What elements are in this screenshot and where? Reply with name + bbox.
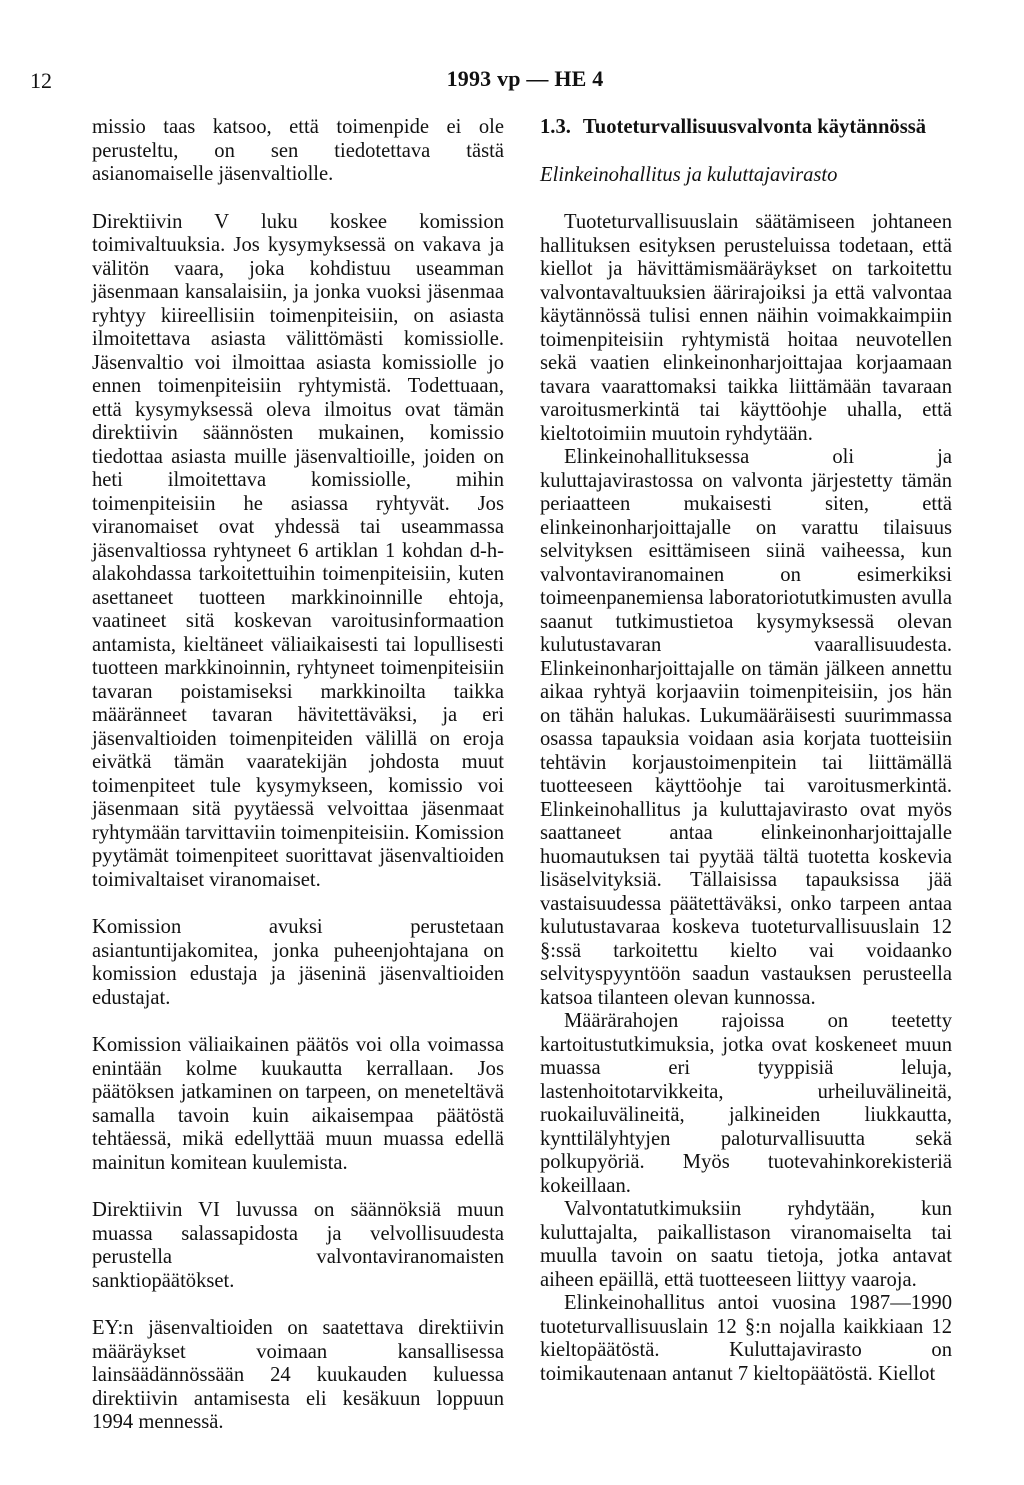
- section-title: Tuoteturvallisuusvalvonta käytännössä: [582, 116, 927, 138]
- paragraph: Komission avuksi perustetaan asiantuntijakomitea, jonka puheenjohtajana on komission edustaja ja jäseninä jäsenvaltioiden edustajat.: [92, 916, 504, 1009]
- paragraph: missio taas katsoo, että toimenpide ei ole perusteltu, on sen tiedotettava tästä asianomaiselle jäsenvaltiolle.: [92, 116, 504, 185]
- paragraph: Valvontatutkimuksiin ryhdytään, kun kuluttajalta, paikallistason viranomaiselta tai muulla tavoin on saatu tietoja, jotka antavat aiheen epäillä, että tuotteeseen liittyy vaaroja.: [540, 1198, 952, 1291]
- paragraph: Määrärahojen rajoissa on teetetty kartoitustutkimuksia, jotka ovat koskeneet muun muassa eri tyyppisiä leluja, lastenhoitotarvikkeita, urheiluvälineitä, ruokailuvälineitä, jalkineiden liukkautta, kynttilälyhtyjen paloturvallisuutta sekä polkupyöriä. Myös tuotevahinkorekisteriä kokeillaan.: [540, 1010, 952, 1197]
- paragraph: Elinkeinohallitus antoi vuosina 1987—1990 tuoteturvallisuuslain 12 §:n nojalla kaikkiaan 12 kieltopäätöstä. Kuluttajavirasto on toimikautenaan antanut 7 kieltopäätöstä. Kiellot: [540, 1292, 952, 1385]
- section-number: 1.3.: [540, 116, 571, 138]
- paragraph: Direktiivin VI luvussa on säännöksiä muun muassa salassapidosta ja velvollisuudesta perustella valvontaviranomaisten sanktiopäätökset.: [92, 1199, 504, 1292]
- paragraph: Elinkeinohallituksessa oli ja kuluttajavirastossa on valvonta järjestetty tämän periaatteen mukaisesti siten, että elinkeinonharjoittajalle on varattu tilaisuus selvityksen esittämiseen siinä vaiheessa, kun valvontaviranomainen on esimerkiksi toimeenpanemiensa laboratoriotutkimusten avulla saanut tutkimustietoa kysymyksessä olevan kulutustavaran vaarallisuudesta. Elinkeinonharjoittajalle on tämän jälkeen annettu aikaa ryhtyä korjaaviin toimenpiteisiin, jos hän on tähän halukas. Lukumääräisesti suurimmassa osassa tapauksia voidaan asia korjata tuotteisiin tehtävin korjaustoimenpitein tai liittämällä tuotteeseen käyttöohje tai varoitusmerkintä. Elinkeinohallitus ja kuluttajavirasto ovat myös saattaneet antaa elinkeinonharjoittajalle huomautuksen tai pyytää tältä tuotetta koskevia lisäselvityksiä. Tällaisissa tapauksissa jää vastaisuudessa päätettäväksi, onko tarpeen antaa kulutustavaraa koskeva tuoteturvallisuuslain 12 §:ssä tarkoitettu kielto vai voidaanko selvityspyyntöön saadun vastauksen perusteella katsoa tilanteen olevan kunnossa.: [540, 446, 952, 1009]
- left-column: [92, 116, 504, 1435]
- paragraph: EY:n jäsenvaltioiden on saatettava direktiivin määräykset voimaan kansallisessa lainsäädännössään 24 kuukauden kuluessa direktiivin antamisesta eli kesäkuun loppuun 1994 mennessä.: [92, 1317, 504, 1433]
- paragraph: Tuoteturvallisuuslain säätämiseen johtaneen hallituksen esityksen perusteluissa todetaan, että kiellot ja hävittämismääräykset on tarkoitettu valvontavaltuuksien äärirajoiksi ja että valvontaa käytännössä tulisi ennen näihin voimakkaimpiin toimenpiteisiin ryhtymistä hoitaa neuvotellen sekä vaatien elinkeinonharjoittajaa korjaamaan tavara vaarattomaksi taikka liittämään tavaraan varoitusmerkintä tai käyttöohje uhalla, että kieltotoimiin muutoin ryhdytään.: [540, 211, 952, 445]
- paragraph: Komission väliaikainen päätös voi olla voimassa enintään kolme kuukautta kerrallaan. Jos päätöksen jatkaminen on tarpeen, on meneteltävä samalla tavoin kuin aikaisempaa päätöstä tehtäessä, mikä edellyttää muun muassa edellä mainitun komitean kuulemista.: [92, 1034, 504, 1174]
- running-head: 1993 vp — HE 4: [446, 66, 604, 91]
- section-heading: [540, 116, 952, 140]
- page-number: 12: [30, 68, 52, 93]
- subheading: Elinkeinohallitus ja kuluttajavirasto: [540, 163, 838, 186]
- paragraph: Direktiivin V luku koskee komission toimivaltuuksia. Jos kysymyksessä on vakava ja välitön vaara, joka kohdistuu useamman jäsenmaan kansalaisiin, ja jonka vuoksi jäsenmaa ryhtyy kiireellisiin toimenpiteisiin, on asiasta ilmoitettava asiasta välittömästi komissiolle. Jäsenvaltio voi ilmoittaa asiasta komissiolle jo ennen toimenpiteisiin ryhtymistä. Todettuaan, että kysymyksessä oleva ilmoitus ovat tämän direktiivin säännösten mukainen, komissio tiedottaa asiasta muille jäsenvaltioille, joiden on heti ilmoitettava komissiolle, mihin toimenpiteisiin he asiassa ryhtyvät. Jos viranomaiset ovat yhdessä tai useammassa jäsenvaltiossa ryhtyneet 6 artiklan 1 kohdan d-h-alakohdassa tarkoitettuihin toimenpiteisiin, kuten asettaneet tuotteen markkinoinnille ehtoja, vaatineet sitä koskevan varoitusinformaation antamista, kieltäneet väliaikaisesti tai lopullisesti tuotteen markkinoinnin, ryhtyneet toimenpiteisiin tavaran poistamiseksi markkinoilta taikka määränneet tavaran hävitettäväksi, ja eri jäsenvaltioiden toimenpiteiden välillä on eroja eivätkä tämän vaaratekijän johdosta muut toimenpiteet tule kysymykseen, komissio voi jäsenmaan sitä pyytäessä velvoittaa jäsenmaat ryhtymään tarvittaviin toimenpiteisiin. Komission pyytämät toimenpiteet suorittavat jäsenvaltioiden toimivaltaiset viranomaiset.: [92, 210, 504, 891]
- right-column: [540, 116, 952, 1386]
